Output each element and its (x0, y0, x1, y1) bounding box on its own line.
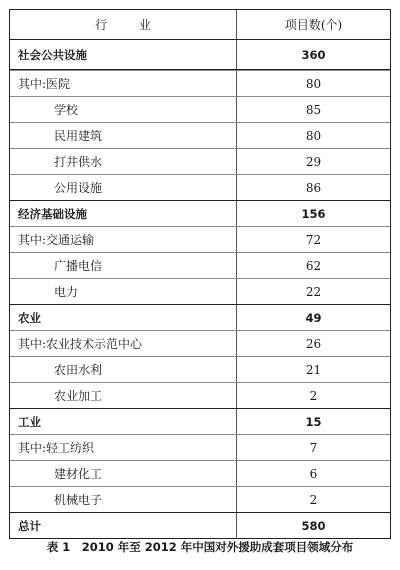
row-industry-label: 经济基础设施 (10, 201, 237, 226)
row-project-count: 85 (305, 102, 322, 117)
table-body (10, 40, 390, 538)
row-project-count: 22 (305, 284, 322, 299)
table-row (10, 330, 390, 356)
table-row (10, 200, 390, 226)
row-industry-label: 其中:农业技术示范中心 (10, 331, 237, 356)
row-industry-label: 广播电信 (10, 253, 237, 278)
row-project-count: 21 (305, 362, 322, 377)
table-row (10, 408, 390, 434)
row-industry-label: 农业加工 (10, 383, 237, 408)
row-project-count: 360 (301, 47, 326, 62)
table-row (10, 460, 390, 486)
table-row (10, 434, 390, 460)
header-project-count: 项目数(个) (284, 18, 343, 32)
table-row (10, 278, 390, 304)
row-project-count: 2 (309, 492, 318, 507)
row-project-count: 29 (305, 154, 322, 169)
table-row (10, 40, 390, 70)
table-row (10, 356, 390, 382)
row-industry-label: 农田水利 (10, 357, 237, 382)
row-project-count: 580 (301, 518, 326, 533)
row-industry-label: 农业 (10, 305, 237, 330)
table-row (10, 148, 390, 174)
table-caption: 表 1 2010 年至 2012 年中国对外援助成套项目领域分布 (46, 540, 354, 554)
row-project-count: 156 (301, 206, 326, 221)
table-row (10, 174, 390, 200)
row-industry-label: 总计 (10, 513, 237, 538)
table-row (10, 226, 390, 252)
row-industry-label: 打井供水 (10, 149, 237, 174)
table-row (10, 512, 390, 538)
row-industry-label: 其中:交通运输 (10, 227, 237, 252)
row-project-count: 80 (305, 128, 322, 143)
table-row (10, 96, 390, 122)
row-industry-label: 社会公共设施 (10, 40, 237, 69)
row-industry-label: 建材化工 (10, 461, 237, 486)
row-project-count: 86 (305, 180, 322, 195)
table-row (10, 486, 390, 512)
row-project-count: 26 (305, 336, 322, 351)
row-project-count: 7 (309, 440, 318, 455)
row-industry-label: 机械电子 (10, 487, 237, 512)
table-row (10, 70, 390, 96)
table-header-row (10, 10, 390, 40)
row-industry-label: 工业 (10, 409, 237, 434)
row-project-count: 15 (305, 414, 322, 429)
row-industry-label: 其中:轻工纺织 (10, 435, 237, 460)
row-industry-label: 学校 (10, 97, 237, 122)
table-row (10, 382, 390, 408)
row-industry-label: 其中:医院 (10, 71, 237, 96)
row-project-count: 6 (309, 466, 318, 481)
row-industry-label: 民用建筑 (10, 123, 237, 148)
row-project-count: 49 (305, 310, 322, 325)
project-distribution-table (9, 9, 391, 539)
row-industry-label: 电力 (10, 279, 237, 304)
row-project-count: 72 (305, 232, 322, 247)
table-row (10, 252, 390, 278)
row-project-count: 2 (309, 388, 318, 403)
row-project-count: 62 (305, 258, 322, 273)
table-row (10, 122, 390, 148)
header-industry: 行 业 (10, 10, 237, 39)
table-row (10, 304, 390, 330)
row-project-count: 80 (305, 76, 322, 91)
row-industry-label: 公用设施 (10, 175, 237, 200)
